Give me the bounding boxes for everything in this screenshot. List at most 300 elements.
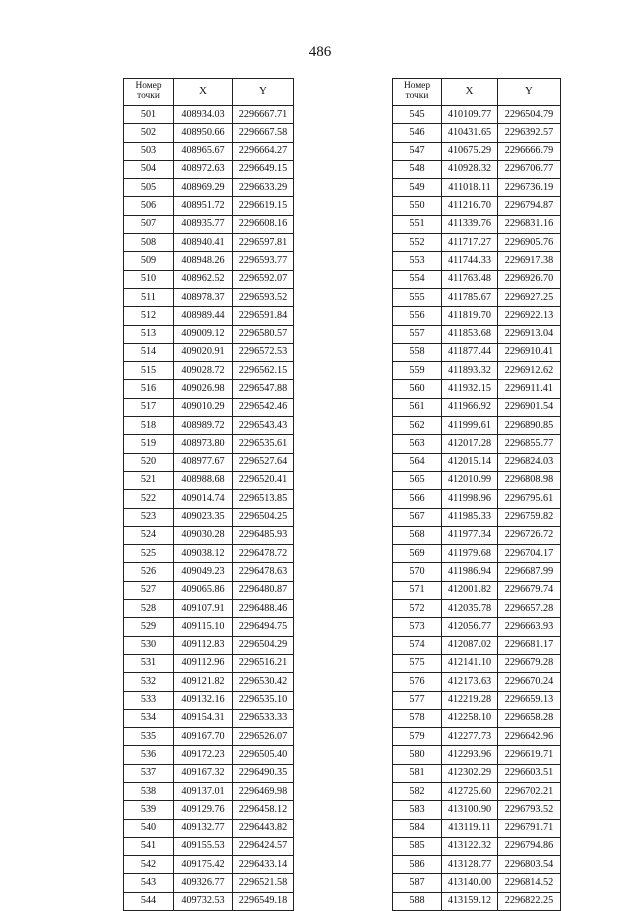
x-coordinate-cell: 408940.41 — [174, 234, 233, 252]
x-coordinate-cell: 413140.00 — [442, 874, 498, 892]
table-row — [124, 252, 294, 270]
point-number-cell: 513 — [124, 325, 174, 343]
y-coordinate-cell: 2296795.61 — [498, 490, 561, 508]
x-coordinate-cell: 411999.61 — [442, 417, 498, 435]
table-row — [124, 380, 294, 398]
point-number-cell: 555 — [393, 288, 442, 306]
point-number-cell: 521 — [124, 471, 174, 489]
table-row — [124, 819, 294, 837]
point-number-cell: 578 — [393, 709, 442, 727]
x-coordinate-cell: 412141.10 — [442, 654, 498, 672]
point-number-cell: 522 — [124, 490, 174, 508]
point-number-cell: 518 — [124, 417, 174, 435]
y-coordinate-cell: 2296530.42 — [233, 673, 294, 691]
point-number-cell: 529 — [124, 618, 174, 636]
y-coordinate-cell: 2296926.70 — [498, 270, 561, 288]
y-coordinate-cell: 2296681.17 — [498, 636, 561, 654]
table-row — [393, 124, 561, 142]
point-number-cell: 542 — [124, 856, 174, 874]
table-row — [393, 673, 561, 691]
table-row — [393, 600, 561, 618]
table-row — [124, 124, 294, 142]
x-coordinate-cell: 411979.68 — [442, 545, 498, 563]
x-coordinate-cell: 413119.11 — [442, 819, 498, 837]
coordinates-table-left — [123, 78, 294, 911]
x-coordinate-cell: 409167.32 — [174, 764, 233, 782]
table-body-right — [393, 106, 561, 911]
x-header: X — [174, 79, 233, 106]
y-coordinate-cell: 2296424.57 — [233, 837, 294, 855]
point-number-cell: 575 — [393, 654, 442, 672]
y-coordinate-cell: 2296469.98 — [233, 782, 294, 800]
y-coordinate-cell: 2296910.41 — [498, 343, 561, 361]
point-number-cell: 560 — [393, 380, 442, 398]
point-number-cell: 535 — [124, 728, 174, 746]
point-number-cell: 534 — [124, 709, 174, 727]
point-number-cell: 503 — [124, 142, 174, 160]
point-number-header: Номер точки — [124, 79, 174, 106]
table-row — [124, 270, 294, 288]
y-coordinate-cell: 2296687.99 — [498, 563, 561, 581]
x-coordinate-cell: 408969.29 — [174, 179, 233, 197]
x-coordinate-cell: 412258.10 — [442, 709, 498, 727]
x-coordinate-cell: 408962.52 — [174, 270, 233, 288]
table-row — [393, 215, 561, 233]
x-coordinate-cell: 409038.12 — [174, 545, 233, 563]
point-number-cell: 584 — [393, 819, 442, 837]
table-row — [124, 709, 294, 727]
point-number-cell: 587 — [393, 874, 442, 892]
x-coordinate-cell: 409023.35 — [174, 508, 233, 526]
table-row — [393, 709, 561, 727]
x-coordinate-cell: 409132.16 — [174, 691, 233, 709]
x-coordinate-cell: 409049.23 — [174, 563, 233, 581]
y-coordinate-cell: 2296831.16 — [498, 215, 561, 233]
x-coordinate-cell: 412010.99 — [442, 471, 498, 489]
y-coordinate-cell: 2296917.38 — [498, 252, 561, 270]
y-header: Y — [233, 79, 294, 106]
y-coordinate-cell: 2296513.85 — [233, 490, 294, 508]
table-row — [124, 526, 294, 544]
table-row — [124, 417, 294, 435]
y-coordinate-cell: 2296547.88 — [233, 380, 294, 398]
x-coordinate-cell: 409172.23 — [174, 746, 233, 764]
y-coordinate-cell: 2296535.61 — [233, 435, 294, 453]
x-coordinate-cell: 409107.91 — [174, 600, 233, 618]
table-row — [393, 856, 561, 874]
x-coordinate-cell: 409026.98 — [174, 380, 233, 398]
point-number-cell: 570 — [393, 563, 442, 581]
point-number-cell: 537 — [124, 764, 174, 782]
table-row — [393, 380, 561, 398]
y-coordinate-cell: 2296704.17 — [498, 545, 561, 563]
point-number-cell: 510 — [124, 270, 174, 288]
x-coordinate-cell: 409121.82 — [174, 673, 233, 691]
x-coordinate-cell: 412001.82 — [442, 581, 498, 599]
point-number-cell: 514 — [124, 343, 174, 361]
x-coordinate-cell: 413128.77 — [442, 856, 498, 874]
table-row — [124, 398, 294, 416]
y-coordinate-cell: 2296593.77 — [233, 252, 294, 270]
table-row — [124, 673, 294, 691]
y-coordinate-cell: 2296562.15 — [233, 362, 294, 380]
table-row — [393, 892, 561, 910]
table-row — [393, 270, 561, 288]
x-coordinate-cell: 409115.10 — [174, 618, 233, 636]
point-number-cell: 559 — [393, 362, 442, 380]
x-coordinate-cell: 408950.66 — [174, 124, 233, 142]
x-coordinate-cell: 411893.32 — [442, 362, 498, 380]
y-coordinate-cell: 2296592.07 — [233, 270, 294, 288]
x-coordinate-cell: 409030.28 — [174, 526, 233, 544]
y-coordinate-cell: 2296392.57 — [498, 124, 561, 142]
point-number-cell: 567 — [393, 508, 442, 526]
point-number-cell: 506 — [124, 197, 174, 215]
point-number-cell: 576 — [393, 673, 442, 691]
table-row — [393, 764, 561, 782]
x-coordinate-cell: 409167.70 — [174, 728, 233, 746]
x-coordinate-cell: 409112.83 — [174, 636, 233, 654]
point-number-cell: 505 — [124, 179, 174, 197]
y-coordinate-cell: 2296619.71 — [498, 746, 561, 764]
y-coordinate-cell: 2296890.85 — [498, 417, 561, 435]
y-coordinate-cell: 2296485.93 — [233, 526, 294, 544]
point-number-cell: 561 — [393, 398, 442, 416]
y-coordinate-cell: 2296794.86 — [498, 837, 561, 855]
point-number-cell: 527 — [124, 581, 174, 599]
point-number-cell: 583 — [393, 801, 442, 819]
y-coordinate-cell: 2296657.28 — [498, 600, 561, 618]
y-coordinate-cell: 2296591.84 — [233, 307, 294, 325]
table-row — [393, 142, 561, 160]
y-coordinate-cell: 2296659.13 — [498, 691, 561, 709]
y-coordinate-cell: 2296603.51 — [498, 764, 561, 782]
y-coordinate-cell: 2296521.58 — [233, 874, 294, 892]
table-row — [124, 490, 294, 508]
y-coordinate-cell: 2296543.43 — [233, 417, 294, 435]
point-number-cell: 579 — [393, 728, 442, 746]
x-coordinate-cell: 411985.33 — [442, 508, 498, 526]
table-header-row — [124, 79, 294, 106]
x-coordinate-cell: 409732.53 — [174, 892, 233, 910]
y-coordinate-cell: 2296542.46 — [233, 398, 294, 416]
point-number-cell: 530 — [124, 636, 174, 654]
x-coordinate-cell: 410675.29 — [442, 142, 498, 160]
point-number-cell: 533 — [124, 691, 174, 709]
y-coordinate-cell: 2296549.18 — [233, 892, 294, 910]
x-coordinate-cell: 413122.32 — [442, 837, 498, 855]
x-coordinate-cell: 411932.15 — [442, 380, 498, 398]
point-number-cell: 501 — [124, 106, 174, 124]
y-coordinate-cell: 2296526.07 — [233, 728, 294, 746]
y-coordinate-cell: 2296663.93 — [498, 618, 561, 636]
table-row — [124, 142, 294, 160]
y-coordinate-cell: 2296912.62 — [498, 362, 561, 380]
point-number-cell: 549 — [393, 179, 442, 197]
x-coordinate-cell: 409129.76 — [174, 801, 233, 819]
table-row — [124, 618, 294, 636]
point-number-cell: 551 — [393, 215, 442, 233]
table-row — [393, 160, 561, 178]
table-row — [124, 471, 294, 489]
table-row — [393, 636, 561, 654]
point-number-cell: 586 — [393, 856, 442, 874]
x-coordinate-cell: 411986.94 — [442, 563, 498, 581]
x-coordinate-cell: 408989.72 — [174, 417, 233, 435]
point-number-cell: 509 — [124, 252, 174, 270]
x-coordinate-cell: 411785.67 — [442, 288, 498, 306]
y-coordinate-cell: 2296494.75 — [233, 618, 294, 636]
point-number-cell: 566 — [393, 490, 442, 508]
table-row — [124, 288, 294, 306]
x-coordinate-cell: 412219.28 — [442, 691, 498, 709]
x-coordinate-cell: 409155.53 — [174, 837, 233, 855]
y-coordinate-cell: 2296580.57 — [233, 325, 294, 343]
point-number-cell: 520 — [124, 453, 174, 471]
x-coordinate-cell: 413100.90 — [442, 801, 498, 819]
point-number-cell: 556 — [393, 307, 442, 325]
x-coordinate-cell: 412087.02 — [442, 636, 498, 654]
table-row — [393, 728, 561, 746]
table-row — [393, 819, 561, 837]
point-number-cell: 563 — [393, 435, 442, 453]
point-number-cell: 577 — [393, 691, 442, 709]
table-row — [393, 782, 561, 800]
point-number-cell: 532 — [124, 673, 174, 691]
x-coordinate-cell: 409009.12 — [174, 325, 233, 343]
y-coordinate-cell: 2296855.77 — [498, 435, 561, 453]
point-number-cell: 507 — [124, 215, 174, 233]
y-coordinate-cell: 2296922.13 — [498, 307, 561, 325]
x-coordinate-cell: 409028.72 — [174, 362, 233, 380]
table-row — [124, 307, 294, 325]
y-coordinate-cell: 2296793.52 — [498, 801, 561, 819]
table-row — [124, 325, 294, 343]
point-number-cell: 588 — [393, 892, 442, 910]
x-coordinate-cell: 408988.68 — [174, 471, 233, 489]
table-row — [393, 453, 561, 471]
x-coordinate-cell: 411819.70 — [442, 307, 498, 325]
point-number-cell: 512 — [124, 307, 174, 325]
table-row — [393, 179, 561, 197]
y-coordinate-cell: 2296814.52 — [498, 874, 561, 892]
table-row — [393, 581, 561, 599]
table-row — [393, 801, 561, 819]
x-coordinate-cell: 413159.12 — [442, 892, 498, 910]
table-row — [393, 417, 561, 435]
point-number-cell: 539 — [124, 801, 174, 819]
table-row — [393, 545, 561, 563]
x-coordinate-cell: 412017.28 — [442, 435, 498, 453]
point-number-cell: 540 — [124, 819, 174, 837]
y-coordinate-cell: 2296533.33 — [233, 709, 294, 727]
y-coordinate-cell: 2296642.96 — [498, 728, 561, 746]
y-coordinate-cell: 2296505.40 — [233, 746, 294, 764]
table-row — [393, 435, 561, 453]
point-number-cell: 547 — [393, 142, 442, 160]
page-number: 486 — [308, 44, 332, 60]
y-coordinate-cell: 2296520.41 — [233, 471, 294, 489]
point-number-cell: 565 — [393, 471, 442, 489]
y-coordinate-cell: 2296927.25 — [498, 288, 561, 306]
y-coordinate-cell: 2296608.16 — [233, 215, 294, 233]
x-coordinate-cell: 412725.60 — [442, 782, 498, 800]
x-coordinate-cell: 409132.77 — [174, 819, 233, 837]
point-number-cell: 515 — [124, 362, 174, 380]
table-row — [124, 160, 294, 178]
y-coordinate-cell: 2296905.76 — [498, 234, 561, 252]
y-coordinate-cell: 2296535.10 — [233, 691, 294, 709]
point-number-cell: 580 — [393, 746, 442, 764]
point-number-cell: 508 — [124, 234, 174, 252]
point-number-cell: 572 — [393, 600, 442, 618]
table-row — [124, 197, 294, 215]
y-coordinate-cell: 2296726.72 — [498, 526, 561, 544]
table-row — [124, 874, 294, 892]
table-row — [393, 362, 561, 380]
point-number-cell: 554 — [393, 270, 442, 288]
table-row — [124, 234, 294, 252]
x-coordinate-cell: 408977.67 — [174, 453, 233, 471]
table-row — [393, 471, 561, 489]
y-coordinate-cell: 2296824.03 — [498, 453, 561, 471]
y-header: Y — [498, 79, 561, 106]
y-coordinate-cell: 2296488.46 — [233, 600, 294, 618]
x-header: X — [442, 79, 498, 106]
x-coordinate-cell: 408972.63 — [174, 160, 233, 178]
x-coordinate-cell: 408934.03 — [174, 106, 233, 124]
point-number-cell: 548 — [393, 160, 442, 178]
point-number-cell: 531 — [124, 654, 174, 672]
y-coordinate-cell: 2296504.25 — [233, 508, 294, 526]
point-number-cell: 553 — [393, 252, 442, 270]
table-row — [124, 782, 294, 800]
point-number-cell: 557 — [393, 325, 442, 343]
point-number-cell: 517 — [124, 398, 174, 416]
x-coordinate-cell: 410431.65 — [442, 124, 498, 142]
table-row — [124, 563, 294, 581]
table-row — [124, 728, 294, 746]
x-coordinate-cell: 412293.96 — [442, 746, 498, 764]
x-coordinate-cell: 411216.70 — [442, 197, 498, 215]
x-coordinate-cell: 411877.44 — [442, 343, 498, 361]
x-coordinate-cell: 408935.77 — [174, 215, 233, 233]
table-row — [124, 362, 294, 380]
table-row — [124, 636, 294, 654]
x-coordinate-cell: 409326.77 — [174, 874, 233, 892]
y-coordinate-cell: 2296794.87 — [498, 197, 561, 215]
x-coordinate-cell: 411853.68 — [442, 325, 498, 343]
x-coordinate-cell: 409154.31 — [174, 709, 233, 727]
y-coordinate-cell: 2296911.41 — [498, 380, 561, 398]
table-row — [124, 453, 294, 471]
y-coordinate-cell: 2296667.58 — [233, 124, 294, 142]
x-coordinate-cell: 408989.44 — [174, 307, 233, 325]
y-coordinate-cell: 2296679.74 — [498, 581, 561, 599]
table-row — [124, 892, 294, 910]
point-number-cell: 546 — [393, 124, 442, 142]
table-row — [393, 343, 561, 361]
table-row — [393, 197, 561, 215]
point-number-cell: 573 — [393, 618, 442, 636]
y-coordinate-cell: 2296619.15 — [233, 197, 294, 215]
y-coordinate-cell: 2296478.63 — [233, 563, 294, 581]
x-coordinate-cell: 408951.72 — [174, 197, 233, 215]
point-number-cell: 574 — [393, 636, 442, 654]
y-coordinate-cell: 2296791.71 — [498, 819, 561, 837]
x-coordinate-cell: 408965.67 — [174, 142, 233, 160]
y-coordinate-cell: 2296670.24 — [498, 673, 561, 691]
table-row — [393, 654, 561, 672]
point-number-cell: 524 — [124, 526, 174, 544]
point-number-cell: 582 — [393, 782, 442, 800]
point-number-cell: 516 — [124, 380, 174, 398]
x-coordinate-cell: 408973.80 — [174, 435, 233, 453]
y-coordinate-cell: 2296597.81 — [233, 234, 294, 252]
table-row — [393, 563, 561, 581]
y-coordinate-cell: 2296649.15 — [233, 160, 294, 178]
y-coordinate-cell: 2296803.54 — [498, 856, 561, 874]
x-coordinate-cell: 409137.01 — [174, 782, 233, 800]
table-row — [124, 215, 294, 233]
y-coordinate-cell: 2296702.21 — [498, 782, 561, 800]
point-number-cell: 543 — [124, 874, 174, 892]
x-coordinate-cell: 411018.11 — [442, 179, 498, 197]
y-coordinate-cell: 2296658.28 — [498, 709, 561, 727]
table-row — [124, 435, 294, 453]
x-coordinate-cell: 411977.34 — [442, 526, 498, 544]
y-coordinate-cell: 2296504.79 — [498, 106, 561, 124]
x-coordinate-cell: 408978.37 — [174, 288, 233, 306]
point-number-header: Номер точки — [393, 79, 442, 106]
table-row — [393, 746, 561, 764]
table-row — [393, 106, 561, 124]
y-coordinate-cell: 2296759.82 — [498, 508, 561, 526]
point-number-cell: 558 — [393, 343, 442, 361]
x-coordinate-cell: 412173.63 — [442, 673, 498, 691]
table-row — [393, 398, 561, 416]
table-row — [124, 343, 294, 361]
x-coordinate-cell: 412277.73 — [442, 728, 498, 746]
table-row — [124, 764, 294, 782]
point-number-cell: 511 — [124, 288, 174, 306]
x-coordinate-cell: 409112.96 — [174, 654, 233, 672]
x-coordinate-cell: 409014.74 — [174, 490, 233, 508]
y-coordinate-cell: 2296504.29 — [233, 636, 294, 654]
point-number-cell: 538 — [124, 782, 174, 800]
point-number-cell: 544 — [124, 892, 174, 910]
point-number-cell: 541 — [124, 837, 174, 855]
table-row — [393, 837, 561, 855]
point-number-cell: 545 — [393, 106, 442, 124]
table-row — [124, 837, 294, 855]
y-coordinate-cell: 2296667.71 — [233, 106, 294, 124]
x-coordinate-cell: 409020.91 — [174, 343, 233, 361]
y-coordinate-cell: 2296822.25 — [498, 892, 561, 910]
table-row — [124, 856, 294, 874]
x-coordinate-cell: 411966.92 — [442, 398, 498, 416]
y-coordinate-cell: 2296664.27 — [233, 142, 294, 160]
table-row — [124, 654, 294, 672]
x-coordinate-cell: 411744.33 — [442, 252, 498, 270]
point-number-cell: 585 — [393, 837, 442, 855]
point-number-cell: 562 — [393, 417, 442, 435]
table-header-row — [393, 79, 561, 106]
y-coordinate-cell: 2296443.82 — [233, 819, 294, 837]
table-row — [393, 490, 561, 508]
point-number-cell: 536 — [124, 746, 174, 764]
x-coordinate-cell: 412056.77 — [442, 618, 498, 636]
